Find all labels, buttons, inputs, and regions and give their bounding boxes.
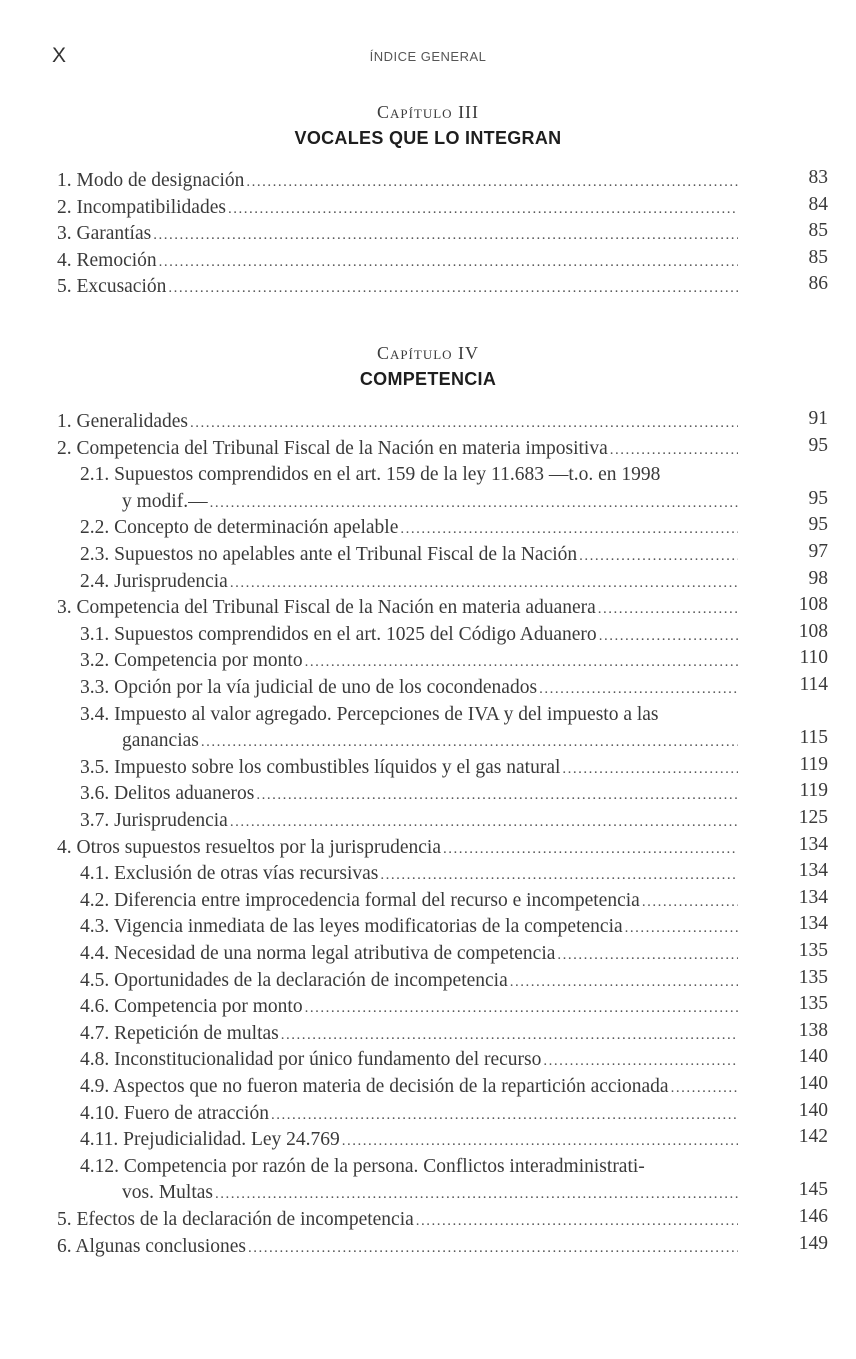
toc-entry-title [57, 1207, 738, 1233]
toc-entry-page: 95 [808, 434, 828, 456]
toc-entry-title [57, 195, 738, 221]
toc-entry-title-continuation-text: y modif.— [122, 490, 208, 512]
toc-entry-title [57, 835, 738, 861]
dot-leader [168, 275, 738, 300]
toc-entry-title-text: 3.5. Impuesto sobre los combustibles líquidos y el gas natural [80, 756, 561, 778]
toc-entry-page: 125 [798, 807, 828, 828]
toc-entry-title-text: 4.2. Diferencia entre improcedencia formal del recurso e incompetencia [80, 889, 640, 911]
toc-entry-title [80, 675, 738, 701]
toc-entry-title-continuation [122, 489, 738, 515]
toc-entry-title-continuation-text: vos. Multas [122, 1182, 214, 1204]
dot-leader [557, 942, 738, 967]
toc-entry-title [80, 755, 738, 781]
toc-entry-page: 135 [798, 966, 828, 988]
dot-leader [539, 676, 738, 701]
toc-entry-title-text: 4.10. Fuero de atracción [80, 1102, 269, 1124]
toc-entry-title-text: 1. Modo de designación [57, 170, 245, 191]
dot-leader [256, 782, 738, 807]
toc-entry-title [80, 569, 738, 595]
toc-entry-page: 134 [798, 860, 828, 882]
toc-entry-title-text: 4.7. Repetición de multas [80, 1022, 279, 1044]
toc-entry-title [80, 542, 738, 568]
toc-entry-title-text: 6. Algunas conclusiones [57, 1235, 247, 1257]
toc-entry-title [80, 994, 738, 1020]
dot-leader [305, 649, 738, 674]
dot-leader [598, 596, 738, 621]
toc-entry-title-text: 4.3. Vigencia inmediata de las leyes modificatorias de la competencia [80, 916, 623, 938]
running-head [0, 44, 856, 74]
toc-entry-title-text: 3.2. Competencia por monto [80, 650, 303, 672]
toc-entry-title-text: 2.1. Supuestos comprendidos en el art. 159 de la ley 11.683 —t.o. en 1998 [80, 464, 661, 486]
dot-leader [190, 410, 738, 435]
toc-entry-title-text: 5. Efectos de la declaración de incompetencia [57, 1209, 414, 1230]
dot-leader [248, 1235, 738, 1260]
toc-entry-title-text: 2. Incompatibilidades [57, 196, 226, 218]
chapter-heading [0, 99, 856, 151]
toc-entry-page: 140 [798, 1073, 828, 1094]
toc-entry-page: 138 [798, 1019, 828, 1041]
dot-leader [610, 437, 738, 462]
toc-entry-page: 85 [808, 220, 828, 242]
toc-entry-title [80, 702, 738, 728]
toc-entry-title [57, 409, 738, 435]
toc-entry-title-text: 4.12. Competencia por razón de la persona. Conflictos interadministrati- [80, 1155, 645, 1177]
toc-entry-page: 83 [808, 167, 828, 188]
toc-entry-title-text: 4.4. Necesidad de una norma legal atributiva de competencia [80, 943, 556, 964]
toc-entry-title-text: 4. Remoción [57, 249, 157, 271]
dot-leader [443, 836, 738, 861]
toc-entry-title-continuation [122, 1180, 738, 1206]
toc-entry-page: 91 [808, 408, 828, 429]
toc-entry-title [80, 861, 738, 887]
dot-leader [642, 889, 738, 914]
toc-entry-title-text: 3. Competencia del Tribunal Fiscal de la Nación en materia aduanera [57, 597, 596, 619]
toc-entry-title [80, 1154, 738, 1180]
toc-entry-title [80, 622, 738, 648]
toc-entry-title [80, 941, 738, 967]
toc-entry-title-text: 2.2. Concepto de determinación apelable [80, 517, 399, 539]
toc-entry-title [80, 515, 738, 541]
toc-entry-page: 134 [798, 833, 828, 855]
toc-entry-title-text: 4.5. Oportunidades de la declaración de incompetencia [80, 969, 508, 991]
toc-entry-title [80, 888, 738, 914]
toc-entry-title-text: 4. Otros supuestos resueltos por la jurisprudencia [57, 836, 441, 858]
chapter-label: Capítulo III [376, 102, 480, 122]
toc-entry-page: 98 [808, 567, 828, 589]
toc-entry-title-text: 2.4. Jurisprudencia [80, 570, 228, 592]
toc-entry-title-text: 4.8. Inconstitucionalidad por único fundamento del recurso [80, 1049, 542, 1071]
toc-entry-title-text: 4.11. Prejudicialidad. Ley 24.769 [80, 1129, 340, 1151]
toc-entry-page: 140 [798, 1099, 828, 1121]
toc-entry-title [80, 1127, 738, 1153]
dot-leader [380, 862, 738, 887]
page-number: X [52, 44, 67, 67]
toc-entry-page: 134 [798, 913, 828, 935]
running-title: ÍNDICE GENERAL [369, 49, 487, 64]
toc-entry-title-text: 3.7. Jurisprudencia [80, 810, 228, 831]
dot-leader [342, 1128, 738, 1153]
toc-entry-page: 108 [798, 620, 828, 642]
dot-leader [153, 222, 738, 247]
toc-entry-title [80, 808, 738, 834]
dot-leader [215, 1181, 738, 1206]
toc-entry-title [80, 968, 738, 994]
toc-entry-page: 86 [808, 273, 828, 295]
toc-entry-title [80, 462, 738, 488]
dot-leader [159, 249, 738, 274]
toc-entry-title [80, 1101, 738, 1127]
toc-entry-page: 135 [798, 940, 828, 961]
toc-entry-title-continuation [122, 728, 738, 754]
toc-entry-title [57, 274, 738, 300]
toc-entry-title-text: 4.9. Aspectos que no fueron materia de decisión de la repartición accionada [80, 1076, 669, 1097]
toc-entry-page: 95 [808, 487, 828, 509]
chapter-label: Capítulo IV [376, 343, 480, 363]
toc-entry-page: 145 [798, 1179, 828, 1201]
toc-entry-page: 134 [798, 886, 828, 908]
toc-entry-title-continuation-text: ganancias [122, 730, 199, 752]
toc-entry-page: 135 [798, 993, 828, 1015]
toc-entry-title-text: 2.3. Supuestos no apelables ante el Tribunal Fiscal de la Nación [80, 544, 578, 565]
dot-leader [305, 995, 738, 1020]
toc-entry-title [57, 221, 738, 247]
dot-leader [510, 969, 738, 994]
toc-entry-title [57, 436, 738, 462]
dot-leader [579, 543, 738, 568]
toc-entry-page: 119 [799, 753, 828, 775]
toc-entry-page: 85 [808, 246, 828, 268]
toc-entry-page: 110 [799, 647, 828, 669]
chapter-title: VOCALES QUE LO INTEGRAN [294, 128, 562, 148]
dot-leader [599, 623, 738, 648]
dot-leader [543, 1048, 738, 1073]
toc-entry-title-text: 3.6. Delitos aduaneros [80, 783, 255, 805]
toc-entry-page: 84 [808, 193, 828, 215]
toc-entry-title-text: 3.3. Opción por la vía judicial de uno de los cocondenados [80, 677, 538, 698]
toc-entry-title [80, 648, 738, 674]
toc-entry-title [57, 168, 738, 194]
dot-leader [228, 196, 738, 221]
dot-leader [562, 756, 738, 781]
dot-leader [210, 490, 738, 515]
toc-entry-page: 119 [799, 780, 828, 802]
toc-entry-page: 142 [798, 1126, 828, 1148]
toc-entry-title [80, 914, 738, 940]
toc-entry-title-text: 4.1. Exclusión de otras vías recursivas [80, 863, 379, 885]
toc-entry-title-text: 3.1. Supuestos comprendidos en el art. 1025 del Código Aduanero [80, 623, 597, 645]
toc-entry-page: 115 [799, 727, 828, 749]
toc-entry-page: 140 [798, 1046, 828, 1068]
toc-entry-title [80, 781, 738, 807]
toc-entry-title-text: 5. Excusación [57, 276, 167, 298]
toc-entry-page: 97 [808, 541, 828, 562]
dot-leader [281, 1022, 738, 1047]
dot-leader [230, 570, 738, 595]
toc-entry-title [80, 1047, 738, 1073]
toc-entry-title [80, 1021, 738, 1047]
toc-entry-title [57, 248, 738, 274]
dot-leader [400, 516, 738, 541]
dot-leader [416, 1208, 738, 1233]
toc-entry-title-text: 3.4. Impuesto al valor agregado. Percepciones de IVA y del impuesto a las [80, 703, 659, 725]
toc-entry-title-text: 2. Competencia del Tribunal Fiscal de la Nación en materia impositiva [57, 437, 608, 459]
dot-leader [271, 1102, 738, 1127]
toc-entry-title [57, 595, 738, 621]
dot-leader [201, 729, 738, 754]
toc-entry-page: 95 [808, 514, 828, 536]
toc-entry-title-text: 4.6. Competencia por monto [80, 996, 303, 1018]
toc-entry-title-text: 3. Garantías [57, 223, 152, 245]
chapter-title: COMPETENCIA [359, 369, 497, 389]
toc-entry-title [57, 1234, 738, 1260]
chapter-heading [0, 340, 856, 392]
toc-entry-page: 108 [798, 594, 828, 616]
dot-leader [246, 169, 738, 194]
toc-entry-title-text: 1. Generalidades [57, 411, 189, 432]
dot-leader [230, 809, 738, 834]
toc-entry-page: 114 [799, 674, 828, 695]
toc-entry-page: 149 [798, 1232, 828, 1254]
dot-leader [671, 1075, 738, 1100]
toc-entry-title [80, 1074, 738, 1100]
toc-entry-page: 146 [798, 1206, 828, 1227]
dot-leader [625, 915, 738, 940]
